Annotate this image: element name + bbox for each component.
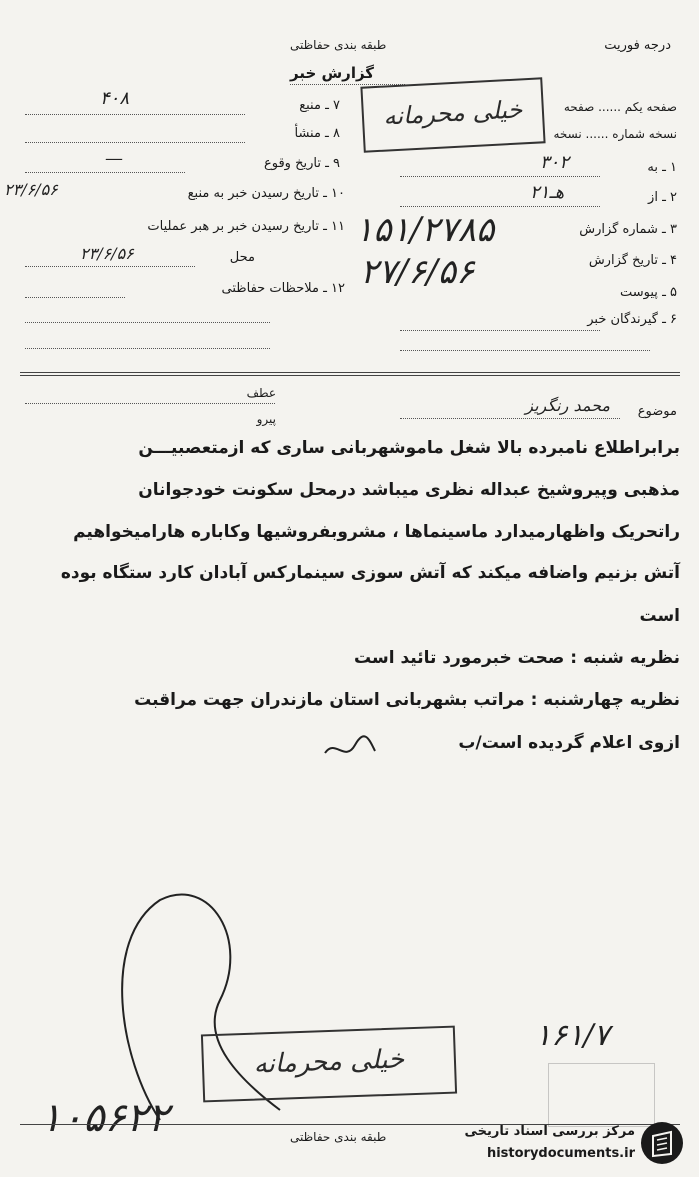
atf-line [25,403,275,404]
field-to-line [400,176,600,177]
body-line-3: راتحریک واظهارمیدارد ماسینماها ، مشروبفروشیها وکاباره هارامیخواهیم [73,522,680,542]
watermark-title: مرکز بررسی اسناد تاریخی [464,1124,635,1139]
bottom-confidential-stamp: خیلی محرمانه [201,1026,457,1103]
bottom-handwritten-ref: ۱۶۱/۷ [535,1018,610,1053]
occurrence-line [25,172,185,173]
security-notes-line-2 [25,322,270,323]
origin-line [25,142,245,143]
occurrence-date-value: — [105,148,123,169]
body-line-2: مذهبی وپیروشیخ عبداله نظری میباشد درمحل سکونت خودجوانان [138,480,680,500]
bottom-handwritten-number: ۱۰۵۶۲۲ [40,1095,169,1141]
security-notes-line-3 [25,348,270,349]
report-date-value: ۲۷/۶/۵۶ [360,252,475,292]
copy-number-label: نسخه شماره ...... نسخه [553,127,677,141]
subject-line [400,418,620,419]
date-received-source-label: ۱۰ ـ تاریخ رسیدن خبر به منبع [187,186,345,201]
origin-label: ۸ ـ منشأ [294,126,340,141]
body-line-8: ازوی اعلام گردیده است/ب [458,733,680,753]
date-received-source-value: ۲۳/۶/۵۶ [4,180,58,199]
source-line [25,114,245,115]
watermark-url: historydocuments.ir [486,1146,635,1161]
body-line-7: نظریه چهارشنبه : مراتب بشهربانی استان مازندران جهت مراقبت [134,690,680,710]
field-to-label: ۱ ـ به [647,160,677,175]
peiro-label: پیرو [256,412,276,426]
date-received-ops-label: ۱۱ ـ تاریخ رسیدن خبر بر هبر عملیات [147,219,345,234]
field-to-value: ۳۰۲ [540,152,570,173]
form-title: گزارش خبر [290,64,375,82]
classification-bottom: طبقه بندی حفاظتی [290,1130,387,1144]
recipients-line-2 [400,350,650,351]
signature-mark [320,733,380,763]
received-stamp-faint [548,1063,655,1127]
report-date-label: ۴ ـ تاریخ گزارش [588,253,677,268]
field-from-value: ۲هـ۱ [530,182,565,203]
priority-label: درجه فوریت [604,38,671,53]
location-line [25,266,195,267]
report-number-value: ۱۵۱/۲۷۸۵ [355,210,495,250]
header-separator [20,372,680,373]
body-line-1: برابراطلاع نامبرده بالا شغل ماموشهربانی ساری که ازمتعصبیـــن [138,438,680,458]
source-value: ۴۰۸ [100,88,130,109]
location-value: ۲۳/۶/۵۶ [80,244,134,263]
page-field-label: صفحه یکم ...... صفحه [563,100,677,114]
field-from-line [400,206,600,207]
source-label: ۷ ـ منبع [299,98,340,113]
recipients-label: ۶ ـ گیرندگان خبر [587,312,677,327]
watermark-logo-icon [641,1122,683,1164]
location-label: محل [229,250,255,265]
security-notes-line-1 [25,297,125,298]
subject-label: موضوع [637,404,677,419]
attachment-label: ۵ ـ پیوست [620,285,677,300]
recipients-line-1 [400,330,600,331]
header-separator-2 [20,375,680,376]
body-line-6: نظریه شنبه : صحت خبرمورد تائید است [353,648,680,668]
atf-label: عطف [246,386,276,400]
body-line-5: است [639,606,680,626]
top-confidential-stamp: خیلی محرمانه [360,77,545,152]
occurrence-date-label: ۹ ـ تاریخ وقوع [263,156,340,171]
classification-top: طبقه بندی حفاظتی [290,38,387,52]
body-line-4: آتش بزنیم واضافه میکند که آتش سوزی سینمارکس آبادان کارد ستگاه بوده [60,563,680,583]
report-number-label: ۳ ـ شماره گزارش [579,222,677,237]
field-from-label: ۲ ـ از [648,190,677,205]
subject-value: محمد رنگریز [525,396,610,415]
security-notes-label: ۱۲ ـ ملاحظات حفاظتی [221,281,345,296]
